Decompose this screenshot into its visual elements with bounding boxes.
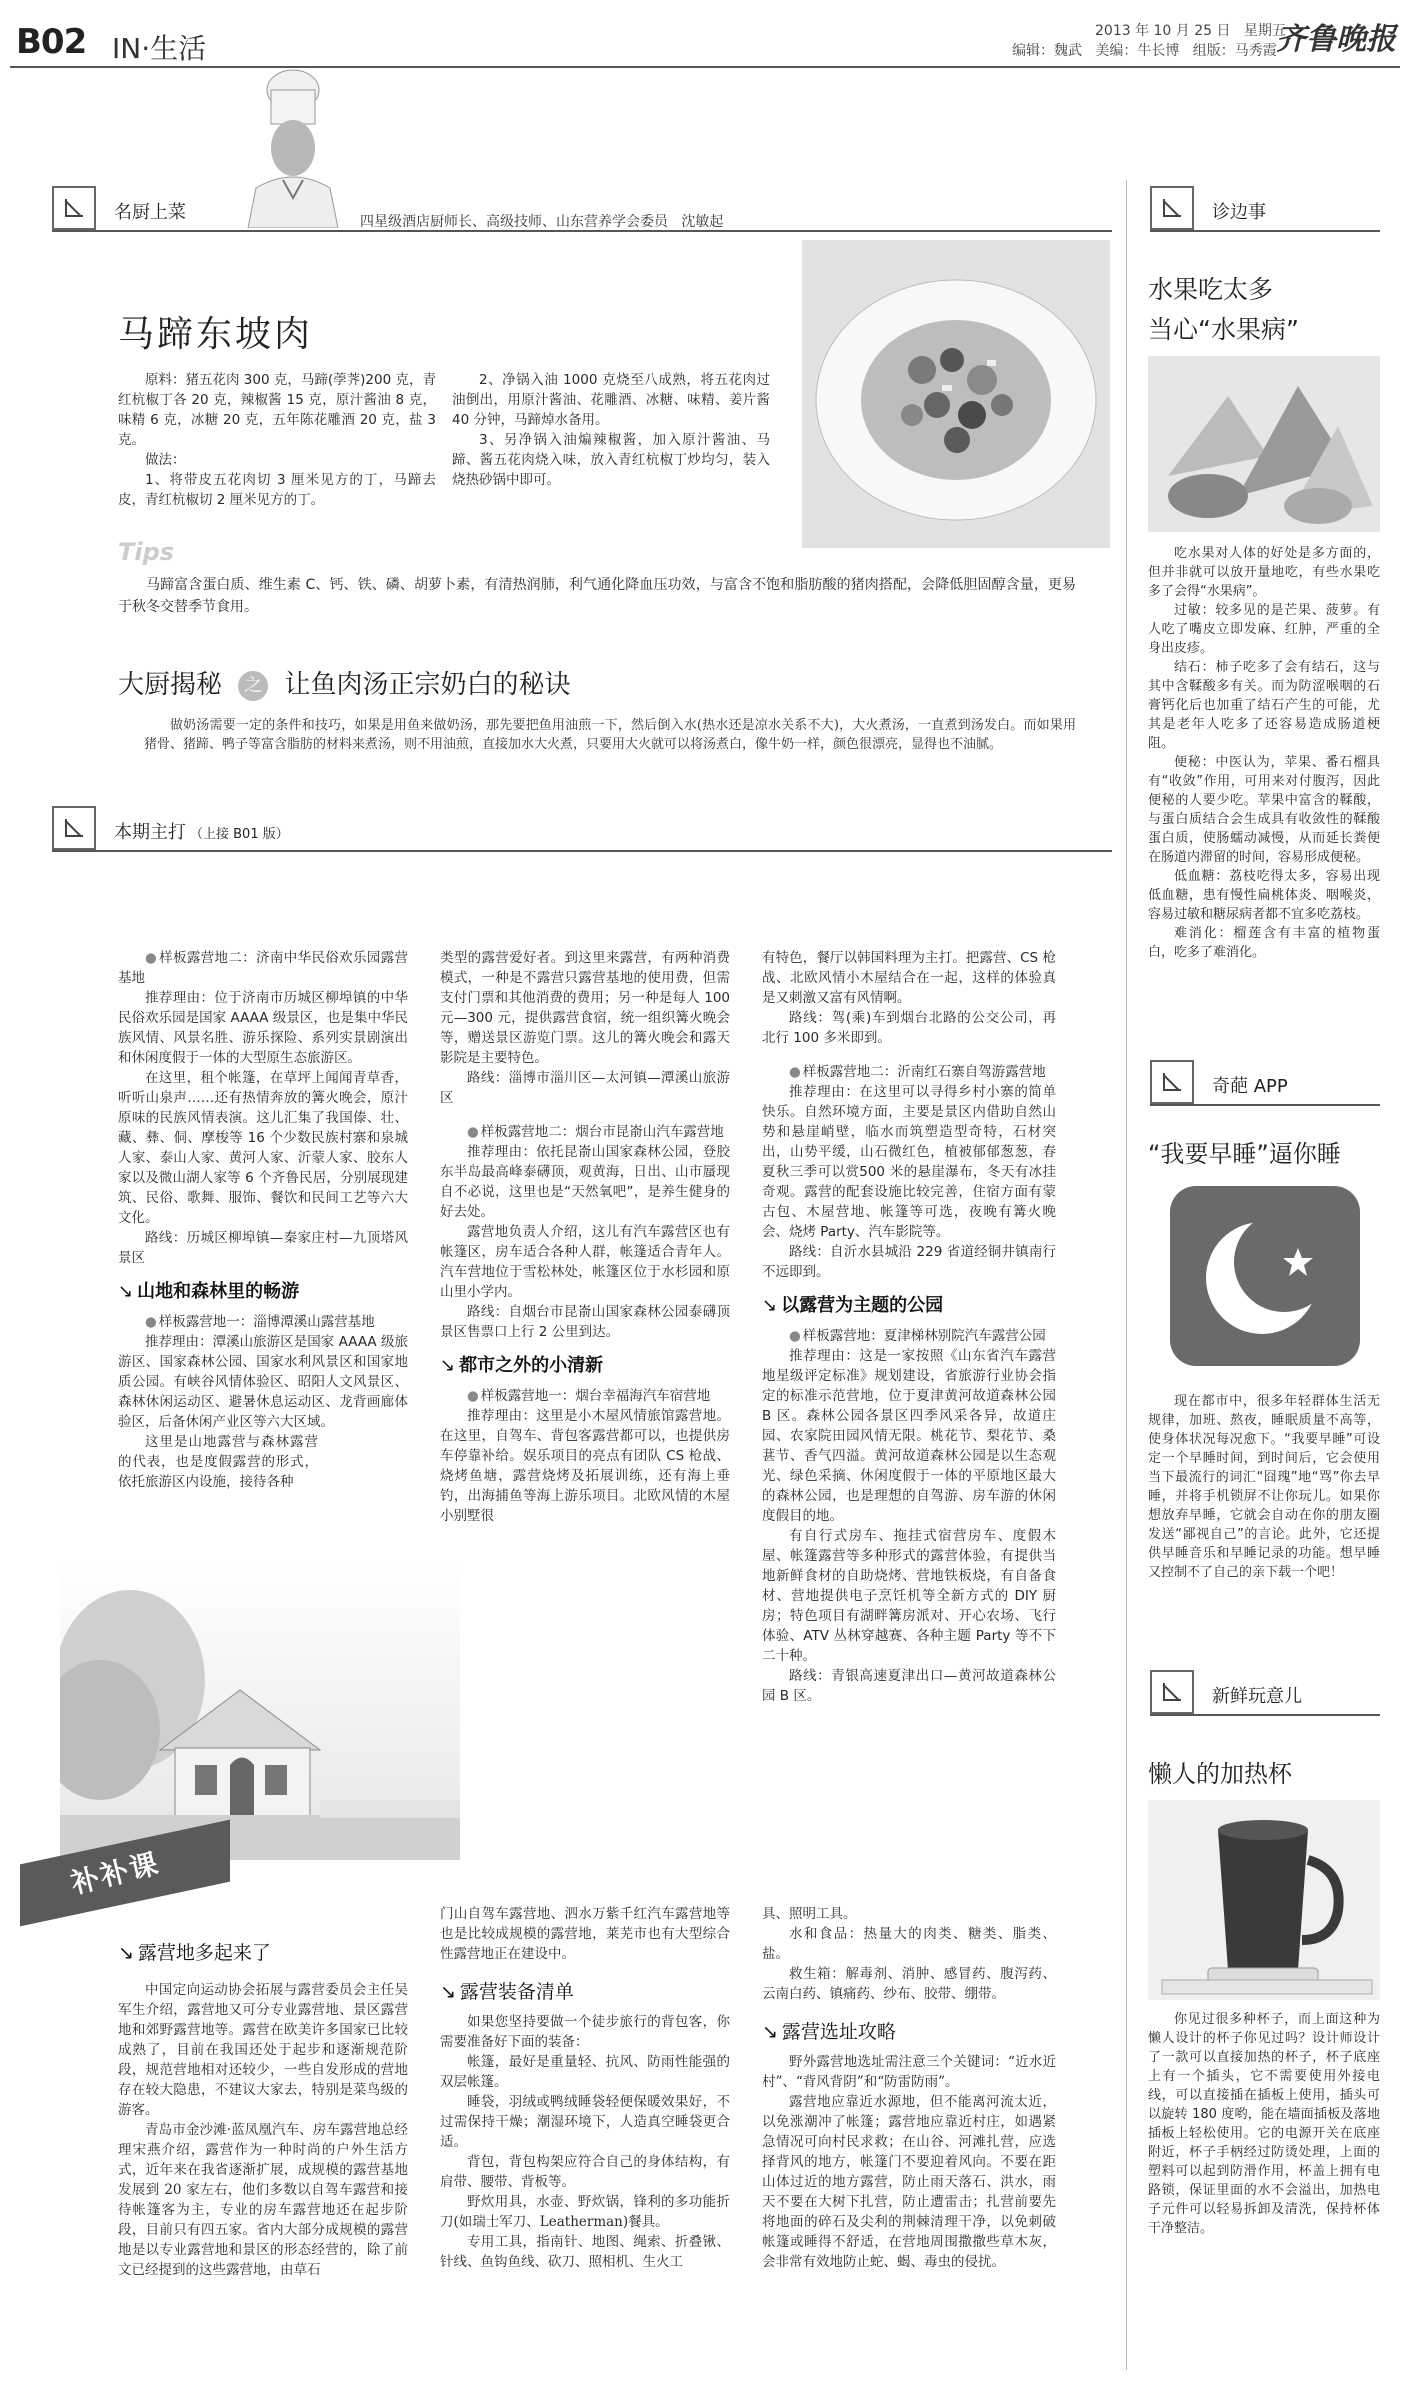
arrow-icon bbox=[52, 806, 96, 850]
app-icon bbox=[1170, 1186, 1360, 1366]
paragraph: 路线：历城区柳埠镇—秦家庄村—九顶塔风景区 bbox=[118, 1230, 408, 1266]
item-heading: ● 样板露营地二：沂南红石寨自驾游露营地 bbox=[762, 1062, 1056, 1082]
paragraph: 露营地应靠近水源地，但不能离河流太近，以免涨潮冲了帐篷；露营地应靠近村庄，如遇紧急情况可向村民求救；在山谷、河滩扎营，应选择背风的地方，帐篷门不要迎着风向。不要在距山体过近的地方露营，防止雨天落石、洪水，雨天不要在大树下扎营，防止遭雷击；扎营前要先将地面的碎石及尖利的荆棘清理干净，以免刺破帐篷或睡得不舒适，在营地周围撒撒些草木灰，会非常有效地防止蛇、蝎、毒虫的侵扰。 bbox=[762, 2094, 1056, 2270]
paragraph: 具、照明工具。 bbox=[762, 1906, 857, 1922]
right-title1-line2: 当心“水果病” bbox=[1148, 315, 1299, 344]
section-label bbox=[114, 818, 289, 844]
paragraph: 推荐理由：这是一家按照《山东省汽车露营地星级评定标准》规划建设，省旅游行业协会指定的标准示范营地，位于夏津黄河故道森林公园 B 区。森林公园各景区四季风采各异，故道庄园、农家院田园风情无限。桃花节、梨花节、桑葚节、香气四溢。黄河故道森林公园是以生态观光、绿色采摘、休闲度假于一体的平原地区最大的森林公园，也是理想的自驾游、房车游的休闲度假目的地。 bbox=[762, 1348, 1056, 1524]
recipe-para: 3、另净锅入油煸辣椒酱，加入原汁酱油、马蹄、酱五花肉烧入味，放入青红杭椒丁炒均匀，装入烧热砂锅中即可。 bbox=[452, 432, 770, 488]
arrow-icon bbox=[52, 186, 96, 230]
item-heading: ● 样板露营地：夏津梯林别院汽车露营公园 bbox=[762, 1326, 1056, 1346]
paragraph: 露营地负责人介绍，这儿有汽车露营区也有帐篷区，房车适合各种人群，帐篷适合青年人。汽车营地位于雪松林处，帐篷区位于水杉园和原山里小学内。 bbox=[440, 1224, 730, 1300]
moon-icon bbox=[1170, 1186, 1360, 1366]
paragraph: 这里是山地露营与森林露营的代表，也是度假露营的形式，依托旅游区内设施，接待各种 bbox=[118, 1434, 318, 1490]
secret-zhi-badge: 之 bbox=[238, 671, 268, 701]
chef-info: 四星级酒店厨师长、高级技师、山东营养学会委员 沈敏起 bbox=[360, 214, 724, 230]
column-divider bbox=[1126, 180, 1127, 2370]
paragraph: 推荐理由：潭溪山旅游区是国家 AAAA 级旅游区、国家森林公园、国家水利风景区和国家地质公园。有峡谷风情体验区、昭阳人文风景区、森林休闲运动区、避暑休息运动区、龙背画廊体验区，后备休闲产业区等六大区域。 bbox=[118, 1334, 408, 1430]
right-title2: “我要早睡”逼你睡 bbox=[1148, 1140, 1341, 1168]
feature-col3 bbox=[762, 948, 1056, 1706]
paragraph: 便秘：中医认为，苹果、番石榴具有“收敛”作用，可用来对付腹泻，因此便秘的人要少吃。苹果中富含的鞣酸，与蛋白质结合会生成具有收敛性的鞣酸蛋白质，使肠蠕动减慢，从而延长粪便在肠道内滞留的时间，容易形成便秘。 bbox=[1148, 755, 1380, 865]
editor-line: 编辑：魏武 美编：牛长博 组版：马秀霞 bbox=[1012, 43, 1277, 59]
paragraph: 推荐理由：在这里可以寻得乡村小寨的简单快乐。自然环境方面，主要是景区内借助自然山势和悬崖峭壁，临水而筑塑造型奇特，石材突出，山势平缓，山石微红色，植被郁郁葱葱，春夏秋三季可以赏500 米的悬崖瀑布，冬天有冰挂奇观。露营的配套设施比较完善，住宿方面有蒙古包、木屋营地、帐篷等可选，夜晚有篝火晚会、烧烤 Party、汽车影院等。 bbox=[762, 1084, 1056, 1240]
paragraph: 有自行式房车、拖挂式宿营房车、度假木屋、帐篷露营等多种形式的露营体验，有提供当地新鲜食材的自助烧烤、营地铁板烧，有自备食材、营地提供电子烹饪机等全新方式的 DIY 厨房；特色项目有湖畔篝房派对、开心农场、飞行体验、ATV 丛林穿越赛、各种主题 Party 等不下二十种。 bbox=[762, 1528, 1056, 1664]
arrow-icon bbox=[1150, 186, 1194, 230]
masthead bbox=[0, 0, 1409, 70]
paragraph: 路线：自烟台市昆嵛山国家森林公园泰礴顶景区售票口上行 2 公里到达。 bbox=[440, 1304, 730, 1340]
paragraph: 推荐理由：依托昆嵛山国家森林公园，登胶东半岛最高峰泰礴顶，观黄海，日出、山市蜃现自不必说，这里也是“天然氧吧”，是养生健身的好去处。 bbox=[440, 1144, 730, 1220]
paragraph: 路线：淄博市淄川区—太河镇—潭溪山旅游区 bbox=[440, 1070, 730, 1106]
paragraph: 野炊用具，水壶、野炊锅，锋利的多功能折刀(如瑞士军刀、Leatherman)餐具。 bbox=[440, 2194, 730, 2230]
paragraph: 路线：自沂水县城沿 229 省道经铜井镇南行不远即到。 bbox=[762, 1244, 1056, 1280]
right-col3-text bbox=[1148, 2010, 1380, 2238]
section-header-right1 bbox=[1150, 186, 1380, 232]
section-header-right2 bbox=[1150, 1060, 1380, 1106]
paragraph: 青岛市金沙滩·蓝凤凰汽车、房车露营地总经理宋燕介绍，露营作为一种时尚的户外生活方式，近年来在我省逐渐扩展，成规模的露营基地发展到 20 家左右，他们多数以自驾车露营和接待帐篷客为主，专业的房车露营地还在起步阶段，目前只有四五家。省内大部分成规模的露营地是以专业露营地和景区的形态经营的，除了前文已经提到的这些露营地，由草石 bbox=[118, 2122, 408, 2278]
paragraph: 类型的露营爱好者。到这里来露营，有两种消费模式，一种是不露营只露营基地的使用费，但需支付门票和其他消费的费用；另一种是每人 100 元—300 元，提供露营食宿，统一组织篝火晚会等，赠送景区游览门票。这儿的篝火晚会和露天影院是主要特色。 bbox=[440, 950, 730, 1066]
supplement-badge-label: 补补课 bbox=[67, 1846, 164, 1901]
section-header-right3 bbox=[1150, 1670, 1380, 1716]
paragraph: 如果您坚持要做一个徒步旅行的背包客，你需要准备好下面的装备： bbox=[440, 2014, 730, 2050]
supplement-sec2-title: ↘ 露营装备清单 bbox=[440, 1982, 730, 2002]
secret-text bbox=[144, 716, 1076, 754]
recipe-para: 2、净锅入油 1000 克烧至八成熟，将五花肉过油倒出，用原汁酱油、花雕酒、冰糖、味精、姜片酱 40 分钟，马蹄焯水备用。 bbox=[452, 372, 770, 428]
feature-col2 bbox=[440, 948, 730, 1526]
paragraph: 野外露营地选址需注意三个关键词：“近水近村”、“背风背阴”和“防雷防雨”。 bbox=[762, 2054, 1056, 2090]
secret-paragraph: 做奶汤需要一定的条件和技巧，如果是用鱼来做奶汤，那先要把鱼用油煎一下，然后倒入水(热水还是凉水关系不大)，大火煮汤，一直煮到汤发白。而如果用猪骨、猪蹄、鸭子等富含脂肪的材料来煮汤，则不用油煎，直接加水大火煮，只要用大火就可以将汤煮白，像牛奶一样，颜色很漂亮，显得也不油腻。 bbox=[144, 718, 1076, 752]
supplement-col2 bbox=[440, 1904, 730, 2272]
section-label: 奇葩 APP bbox=[1212, 1076, 1288, 1097]
arrow-icon bbox=[1150, 1060, 1194, 1104]
masthead-rule bbox=[10, 66, 1400, 68]
recipe-col2 bbox=[452, 370, 770, 490]
newspaper-logo: 齐鲁晚报 bbox=[1276, 22, 1396, 57]
paragraph: 推荐理由：位于济南市历城区柳埠镇的中华民俗欢乐园是国家 AAAA 级景区，也是集中华民族风情、风景名胜、游乐探险、系列实景剧演出和休闲度假于一体的大型原生态旅游区。 bbox=[118, 990, 408, 1066]
tips-label: Tips bbox=[118, 538, 175, 566]
paragraph: 门山自驾车露营地、泗水万紫千红汽车露营地等也是比较成规模的露营地，莱芜市也有大型综合性露营地正在建设中。 bbox=[440, 1906, 730, 1962]
section-name: IN·生活 bbox=[112, 32, 207, 65]
secret-title-a: 大厨揭秘 bbox=[118, 670, 223, 700]
paragraph: 难消化：榴莲含有丰富的植物蛋白，吃多了难消化。 bbox=[1148, 926, 1380, 960]
item-heading: ● 样板露营地二：济南中华民俗欢乐园露营基地 bbox=[118, 948, 408, 988]
paragraph: 路线：驾(乘)车到烟台北路的公交公司，再北行 100 多米即到。 bbox=[762, 1010, 1056, 1046]
chef-portrait bbox=[238, 68, 348, 228]
paragraph: 推荐理由：这里是小木屋风情旅馆露营地。在这里，自驾车、背包客露营都可以，也提供房车停靠补给。娱乐项目的亮点有团队 CS 枪战、烧烤鱼塘，露营烧烤及拓展训练，还有海上垂钓，出海捕鱼等海上游乐项目。北欧风情的木屋小别墅很 bbox=[440, 1408, 730, 1524]
recipe-para: 1、将带皮五花肉切 3 厘米见方的丁，马蹄去皮，青红杭椒切 2 厘米见方的丁。 bbox=[118, 472, 436, 508]
subheading: ↘ 以露营为主题的公园 bbox=[762, 1296, 1056, 1316]
paragraph: 水和食品：热量大的肉类、糖类、脂类、盐。 bbox=[762, 1926, 1056, 1962]
paragraph: 吃水果对人体的好处是多方面的，但并非就可以放开量地吃，有些水果吃多了会得“水果病”。 bbox=[1148, 546, 1380, 599]
tips-text bbox=[118, 574, 1076, 618]
fruit-photo bbox=[1148, 356, 1380, 532]
heating-cup-photo bbox=[1148, 1800, 1380, 2000]
supplement-col1 bbox=[118, 1980, 408, 2280]
section-label: 新鲜玩意儿 bbox=[1212, 1686, 1302, 1707]
paragraph: 路线：青银高速夏津出口—黄河故道森林公园 B 区。 bbox=[762, 1668, 1056, 1704]
page-code: B02 bbox=[16, 22, 87, 62]
paragraph: 现在都市中，很多年轻群体生活无规律，加班、熬夜，睡眠质量不高等，使身体状况每况愈下。“我要早睡”可设定一个早睡时间，到时间后，它会使用当下最流行的词汇“囧瑰”地“骂”你去早睡，并将手机锁屏不让你玩儿。如果你想放弃早睡，它就会自动在你的朋友圈发送“鄙视自己”的言论。此外，它还提供早睡音乐和早睡记录的功能。想早睡又控制不了自己的亲下载一个吧！ bbox=[1148, 1394, 1380, 1580]
subheading: ↘ 都市之外的小清新 bbox=[440, 1356, 730, 1376]
paragraph: 救生箱：解毒剂、消肿、感冒药、腹泻药、云南白药、镇痛药、纱布、胶带、绷带。 bbox=[762, 1966, 1056, 2002]
supplement-sec3-title: ↘ 露营选址攻略 bbox=[762, 2022, 1056, 2042]
item-heading: ● 样板露营地二：烟台市昆嵛山汽车露营地 bbox=[440, 1122, 730, 1142]
subheading: ↘ 山地和森林里的畅游 bbox=[118, 1282, 408, 1302]
paragraph: 睡袋，羽绒或鸭绒睡袋轻便保暖效果好，不过需保持干燥；潮湿环境下，人造真空睡袋更合适。 bbox=[440, 2094, 730, 2150]
recipe-para: 原料：猪五花肉 300 克，马蹄(荸荠)200 克，青红杭椒丁各 20 克，辣椒酱 15 克，原汁酱油 8 克，味精 6 克，冰糖 20 克，五年陈花雕酒 20 克，盐 3 克。 bbox=[118, 372, 436, 448]
section-label: 诊边事 bbox=[1212, 202, 1266, 223]
paragraph: 在这里，租个帐篷，在草坪上闻闻青草香，听听山泉声……还有热情奔放的篝火晚会，原汁原味的民族风情表演。这儿汇集了我国傣、壮、藏、彝、侗、摩梭等 16 个少数民族村寨和泉城人家、泰山人家、黄河人家、沂蒙人家、胶东人家以及微山湖人家等 6 个齐鲁民居，分别展现建筑、民俗、歌舞、服饰、餐饮和民间工艺等六大文化。 bbox=[118, 1070, 408, 1226]
item-heading: ● 样板露营地一：淄博潭溪山露营基地 bbox=[118, 1312, 408, 1332]
paragraph: 中国定向运动协会拓展与露营委员会主任吴军生介绍，露营地又可分专业露营地、景区露营地和郊野露营地等。露营在欧美许多国家已比较成熟了，目前在我国还处于起步和逐渐规范阶段，规范营地相对还较少，一些自发形成的营地存在较大隐患，不建议大家去，特别是菜鸟级的游客。 bbox=[118, 1982, 408, 2118]
paragraph: 有特色，餐厅以韩国料理为主打。把露营、CS 枪战、北欧风情小木屋结合在一起，这样的体验真是又刺激又富有风情啊。 bbox=[762, 950, 1056, 1006]
tips-paragraph: 马蹄富含蛋白质、维生素 C、钙、铁、磷、胡萝卜素，有清热润肺，利气通化降血压功效，与富含不饱和脂肪酸的猪肉搭配，会降低胆固醇含量，更易于秋冬交替季节食用。 bbox=[118, 577, 1076, 615]
arrow-icon bbox=[1150, 1670, 1194, 1714]
campsite-villa-illustration bbox=[60, 1560, 460, 1860]
section-label: 名厨上菜 bbox=[114, 202, 186, 223]
recipe-para: 做法： bbox=[145, 452, 186, 468]
paragraph: 低血糖：荔枝吃得太多，容易出现低血糖，患有慢性扁桃体炎、咽喉炎，容易过敏和糖尿病者都不宜多吃荔枝。 bbox=[1148, 869, 1380, 922]
supplement-col3 bbox=[762, 1904, 1056, 2272]
right-title3: 懒人的加热杯 bbox=[1148, 1760, 1292, 1788]
dish-photo bbox=[802, 240, 1110, 548]
section-label-text: 本期主打 bbox=[114, 822, 186, 843]
right-col1-text bbox=[1148, 544, 1380, 962]
secret-title-b: 让鱼肉汤正宗奶白的秘诀 bbox=[284, 670, 571, 700]
paragraph: 专用工具，指南针、地图、绳索、折叠锹、针线、鱼钩鱼线、砍刀、照相机、生火工 bbox=[440, 2234, 730, 2270]
feature-col1 bbox=[118, 948, 408, 1492]
date-line: 2013 年 10 月 25 日 星期五 bbox=[1095, 23, 1286, 39]
right-col2-text bbox=[1148, 1392, 1380, 1582]
item-heading: ● 样板露营地一：烟台幸福海汽车宿营地 bbox=[440, 1386, 730, 1406]
supplement-sec1-title: ↘ 露营地多起来了 bbox=[118, 1938, 271, 1965]
right-title1-line1: 水果吃太多 bbox=[1148, 275, 1274, 304]
paragraph: 过敏：较多见的是芒果、菠萝。有人吃了嘴皮立即发麻、红肿，严重的全身出皮疹。 bbox=[1148, 603, 1380, 656]
paragraph: 背包，背包构架应符合自己的身体结构，有肩带、腰带、背板等。 bbox=[440, 2154, 730, 2190]
paragraph: 帐篷，最好是重量轻、抗风、防雨性能强的双层帐篷。 bbox=[440, 2054, 730, 2090]
recipe-col1 bbox=[118, 370, 436, 510]
section-note: （上接 B01 版） bbox=[190, 827, 289, 842]
section-header-feature bbox=[52, 806, 1112, 852]
secret-title bbox=[118, 664, 571, 701]
paragraph: 你见过很多种杯子，而上面这种为懒人设计的杯子你见过吗？设计师设计了一款可以直接加热的杯子，杯子底座上有一个插头，它不需要使用外接电线，可以直接插在插板上使用，插头可以旋转 180 度哟，能在墙面插板及落地插板上轻松使用。它的电源开关在底座附近，杯子手柄经过防烫处理，上面的塑料可以起到防滑作用，杯盖上拥有电路锁，保证里面的水不会溢出，加热电子元件可以轻易拆卸及清洗，保持杯体干净整洁。 bbox=[1148, 2012, 1380, 2236]
dish-title: 马蹄东坡肉 bbox=[118, 314, 314, 355]
paragraph: 结石：柿子吃多了会有结石，这与其中含鞣酸多有关。而为防涩喉咽的石膏钙化后也加重了结石产生的可能，尤其是老年人吃多了还容易造成肠道梗阻。 bbox=[1148, 660, 1380, 751]
